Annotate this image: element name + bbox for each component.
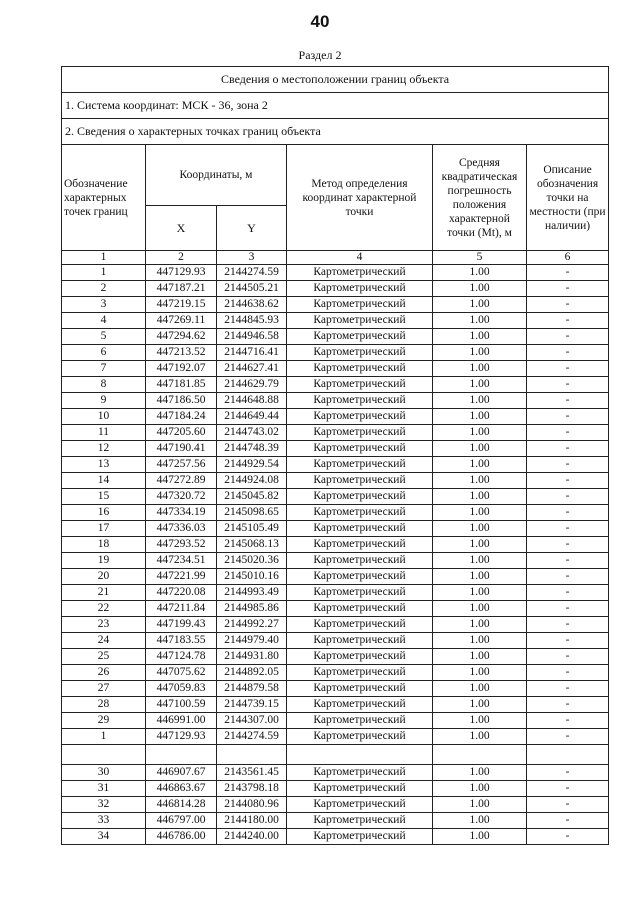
error-value: 1.00 (433, 585, 527, 601)
x-coordinate: 447272.89 (146, 473, 217, 489)
x-coordinate: 447059.83 (146, 681, 217, 697)
error-value: 1.00 (433, 537, 527, 553)
point-number: 34 (62, 829, 146, 845)
y-coordinate: 2144080.96 (217, 797, 287, 813)
x-coordinate: 447213.52 (146, 345, 217, 361)
description: - (527, 585, 609, 601)
y-coordinate: 2144307.00 (217, 713, 287, 729)
table-row (62, 345, 609, 361)
x-coordinate: 447187.21 (146, 281, 217, 297)
error-value: 1.00 (433, 649, 527, 665)
method: Картометрический (287, 569, 433, 585)
table-row (62, 665, 609, 681)
method: Картометрический (287, 765, 433, 781)
table-row (62, 585, 609, 601)
y-coordinate: 2145020.36 (217, 553, 287, 569)
description: - (527, 713, 609, 729)
point-number: 32 (62, 797, 146, 813)
x-coordinate: 447129.93 (146, 729, 217, 745)
point-number: 23 (62, 617, 146, 633)
method: Картометрический (287, 361, 433, 377)
method: Картометрический (287, 781, 433, 797)
error-value: 1.00 (433, 521, 527, 537)
description: - (527, 489, 609, 505)
table-row (62, 521, 609, 537)
point-number: 4 (62, 313, 146, 329)
description: - (527, 729, 609, 745)
description: - (527, 313, 609, 329)
x-coordinate: 447192.07 (146, 361, 217, 377)
error-value: 1.00 (433, 601, 527, 617)
description: - (527, 697, 609, 713)
x-coordinate: 447257.56 (146, 457, 217, 473)
point-number: 6 (62, 345, 146, 361)
point-number: 3 (62, 297, 146, 313)
error-value: 1.00 (433, 729, 527, 745)
point-number: 21 (62, 585, 146, 601)
y-coordinate: 2144274.59 (217, 265, 287, 281)
method: Картометрический (287, 729, 433, 745)
point-number: 20 (62, 569, 146, 585)
method (287, 745, 433, 765)
description: - (527, 665, 609, 681)
method: Картометрический (287, 585, 433, 601)
y-coordinate: 2145105.49 (217, 521, 287, 537)
error-value: 1.00 (433, 377, 527, 393)
x-coordinate: 447320.72 (146, 489, 217, 505)
error-value: 1.00 (433, 553, 527, 569)
method: Картометрический (287, 601, 433, 617)
point-number: 7 (62, 361, 146, 377)
y-coordinate: 2144180.00 (217, 813, 287, 829)
table-row (62, 713, 609, 729)
error-value: 1.00 (433, 265, 527, 281)
description: - (527, 553, 609, 569)
y-coordinate: 2144716.41 (217, 345, 287, 361)
method: Картометрический (287, 281, 433, 297)
y-coordinate: 2145045.82 (217, 489, 287, 505)
table-row (62, 601, 609, 617)
method: Картометрический (287, 265, 433, 281)
y-coordinate: 2145010.16 (217, 569, 287, 585)
header-coordinates: Координаты, м (146, 145, 287, 206)
description: - (527, 377, 609, 393)
error-value: 1.00 (433, 797, 527, 813)
x-coordinate: 446786.00 (146, 829, 217, 845)
error-value: 1.00 (433, 473, 527, 489)
y-coordinate: 2144274.59 (217, 729, 287, 745)
table-row (62, 633, 609, 649)
y-coordinate: 2144739.15 (217, 697, 287, 713)
x-coordinate: 447219.15 (146, 297, 217, 313)
description: - (527, 345, 609, 361)
header-method: Метод определения координат характерной точки (287, 145, 433, 251)
description: - (527, 813, 609, 829)
point-number: 27 (62, 681, 146, 697)
point-number: 1 (62, 265, 146, 281)
error-value (433, 745, 527, 765)
error-value: 1.00 (433, 441, 527, 457)
y-coordinate: 2144845.93 (217, 313, 287, 329)
table-row (62, 781, 609, 797)
x-coordinate: 446797.00 (146, 813, 217, 829)
method: Картометрический (287, 409, 433, 425)
table-row (62, 473, 609, 489)
table-row (62, 617, 609, 633)
boundary-points-table (61, 66, 609, 845)
error-value: 1.00 (433, 713, 527, 729)
y-coordinate: 2144748.39 (217, 441, 287, 457)
point-number: 18 (62, 537, 146, 553)
description: - (527, 617, 609, 633)
x-coordinate: 447334.19 (146, 505, 217, 521)
y-coordinate: 2144892.05 (217, 665, 287, 681)
y-coordinate: 2144629.79 (217, 377, 287, 393)
table-row (62, 553, 609, 569)
column-number: 3 (217, 251, 287, 265)
column-number: 5 (433, 251, 527, 265)
point-number: 15 (62, 489, 146, 505)
y-coordinate: 2144992.27 (217, 617, 287, 633)
point-number: 29 (62, 713, 146, 729)
point-number: 2 (62, 281, 146, 297)
error-value: 1.00 (433, 457, 527, 473)
point-number: 5 (62, 329, 146, 345)
error-value: 1.00 (433, 393, 527, 409)
method: Картометрический (287, 377, 433, 393)
description: - (527, 393, 609, 409)
coordinate-system: 1. Система координат: МСК - 36, зона 2 (62, 93, 609, 119)
x-coordinate: 447220.08 (146, 585, 217, 601)
description: - (527, 781, 609, 797)
error-value: 1.00 (433, 361, 527, 377)
method: Картометрический (287, 797, 433, 813)
y-coordinate: 2144979.40 (217, 633, 287, 649)
x-coordinate: 447294.62 (146, 329, 217, 345)
method: Картометрический (287, 297, 433, 313)
table-row (62, 361, 609, 377)
description: - (527, 601, 609, 617)
point-number: 30 (62, 765, 146, 781)
x-coordinate: 447211.84 (146, 601, 217, 617)
error-value: 1.00 (433, 829, 527, 845)
method: Картометрический (287, 441, 433, 457)
description: - (527, 457, 609, 473)
description: - (527, 473, 609, 489)
method: Картометрический (287, 489, 433, 505)
x-coordinate: 447184.24 (146, 409, 217, 425)
point-number: 31 (62, 781, 146, 797)
y-coordinate: 2144985.86 (217, 601, 287, 617)
x-coordinate: 446814.28 (146, 797, 217, 813)
table-row (62, 409, 609, 425)
error-value: 1.00 (433, 425, 527, 441)
description: - (527, 537, 609, 553)
point-number: 10 (62, 409, 146, 425)
point-number: 25 (62, 649, 146, 665)
y-coordinate: 2144993.49 (217, 585, 287, 601)
description: - (527, 265, 609, 281)
description: - (527, 681, 609, 697)
description: - (527, 361, 609, 377)
table-row (62, 681, 609, 697)
point-number: 11 (62, 425, 146, 441)
error-value: 1.00 (433, 765, 527, 781)
header-x: X (146, 206, 217, 251)
description: - (527, 505, 609, 521)
table-row (62, 297, 609, 313)
y-coordinate: 2144879.58 (217, 681, 287, 697)
x-coordinate: 446991.00 (146, 713, 217, 729)
x-coordinate: 446907.67 (146, 765, 217, 781)
method: Картометрический (287, 505, 433, 521)
x-coordinate: 447075.62 (146, 665, 217, 681)
y-coordinate: 2143798.18 (217, 781, 287, 797)
description: - (527, 297, 609, 313)
points-heading: 2. Сведения о характерных точках границ объекта (62, 119, 609, 145)
table-row (62, 393, 609, 409)
method: Картометрический (287, 665, 433, 681)
description: - (527, 521, 609, 537)
error-value: 1.00 (433, 505, 527, 521)
y-coordinate (217, 745, 287, 765)
x-coordinate: 447183.55 (146, 633, 217, 649)
point-number (62, 745, 146, 765)
table-row (62, 729, 609, 745)
table-row (62, 745, 609, 765)
point-number: 19 (62, 553, 146, 569)
x-coordinate: 446863.67 (146, 781, 217, 797)
method: Картометрический (287, 633, 433, 649)
point-number: 22 (62, 601, 146, 617)
error-value: 1.00 (433, 345, 527, 361)
description: - (527, 409, 609, 425)
x-coordinate: 447293.52 (146, 537, 217, 553)
table-row (62, 281, 609, 297)
table-row (62, 265, 609, 281)
column-number: 1 (62, 251, 146, 265)
point-number: 12 (62, 441, 146, 457)
table-row (62, 765, 609, 781)
method: Картометрический (287, 457, 433, 473)
error-value: 1.00 (433, 617, 527, 633)
error-value: 1.00 (433, 297, 527, 313)
table-row (62, 649, 609, 665)
description: - (527, 765, 609, 781)
description: - (527, 797, 609, 813)
table-row (62, 505, 609, 521)
method: Картометрический (287, 537, 433, 553)
error-value: 1.00 (433, 569, 527, 585)
x-coordinate: 447221.99 (146, 569, 217, 585)
point-number: 14 (62, 473, 146, 489)
y-coordinate: 2145068.13 (217, 537, 287, 553)
point-number: 16 (62, 505, 146, 521)
description: - (527, 633, 609, 649)
error-value: 1.00 (433, 665, 527, 681)
description: - (527, 281, 609, 297)
x-coordinate: 447100.59 (146, 697, 217, 713)
y-coordinate: 2144946.58 (217, 329, 287, 345)
method: Картометрический (287, 425, 433, 441)
column-number: 4 (287, 251, 433, 265)
description (527, 745, 609, 765)
y-coordinate: 2145098.65 (217, 505, 287, 521)
table-row (62, 797, 609, 813)
y-coordinate: 2144638.62 (217, 297, 287, 313)
y-coordinate: 2144743.02 (217, 425, 287, 441)
section-title: Раздел 2 (298, 48, 342, 62)
description: - (527, 649, 609, 665)
error-value: 1.00 (433, 329, 527, 345)
error-value: 1.00 (433, 489, 527, 505)
method: Картометрический (287, 553, 433, 569)
method: Картометрический (287, 329, 433, 345)
error-value: 1.00 (433, 781, 527, 797)
method: Картометрический (287, 393, 433, 409)
point-number: 28 (62, 697, 146, 713)
y-coordinate: 2144240.00 (217, 829, 287, 845)
error-value: 1.00 (433, 633, 527, 649)
point-number: 1 (62, 729, 146, 745)
y-coordinate: 2144924.08 (217, 473, 287, 489)
point-number: 8 (62, 377, 146, 393)
error-value: 1.00 (433, 281, 527, 297)
table-row (62, 377, 609, 393)
description: - (527, 569, 609, 585)
table-row (62, 813, 609, 829)
x-coordinate: 447190.41 (146, 441, 217, 457)
point-number: 24 (62, 633, 146, 649)
y-coordinate: 2144505.21 (217, 281, 287, 297)
y-coordinate: 2144929.54 (217, 457, 287, 473)
table-title: Сведения о местоположении границ объекта (62, 67, 609, 93)
x-coordinate: 447186.50 (146, 393, 217, 409)
method: Картометрический (287, 521, 433, 537)
method: Картометрический (287, 649, 433, 665)
method: Картометрический (287, 617, 433, 633)
point-number: 13 (62, 457, 146, 473)
point-number: 17 (62, 521, 146, 537)
method: Картометрический (287, 829, 433, 845)
table-row (62, 697, 609, 713)
description: - (527, 829, 609, 845)
x-coordinate: 447234.51 (146, 553, 217, 569)
column-number: 6 (527, 251, 609, 265)
table-row (62, 537, 609, 553)
table-row (62, 829, 609, 845)
column-number: 2 (146, 251, 217, 265)
method: Картометрический (287, 813, 433, 829)
table-row (62, 313, 609, 329)
method: Картометрический (287, 681, 433, 697)
y-coordinate: 2144649.44 (217, 409, 287, 425)
x-coordinate: 447336.03 (146, 521, 217, 537)
table-body (62, 265, 609, 845)
description: - (527, 441, 609, 457)
header-point: Обозначение характерных точек границ (62, 145, 146, 251)
method: Картометрический (287, 697, 433, 713)
table-row (62, 489, 609, 505)
table-row (62, 441, 609, 457)
header-description: Описание обозначения точки на местности (при наличии) (527, 145, 609, 251)
point-number: 33 (62, 813, 146, 829)
point-number: 26 (62, 665, 146, 681)
x-coordinate: 447199.43 (146, 617, 217, 633)
x-coordinate: 447181.85 (146, 377, 217, 393)
y-coordinate: 2144931.80 (217, 649, 287, 665)
method: Картометрический (287, 713, 433, 729)
y-coordinate: 2144648.88 (217, 393, 287, 409)
error-value: 1.00 (433, 681, 527, 697)
table-row (62, 329, 609, 345)
x-coordinate (146, 745, 217, 765)
header-error: Средняя квадратическая погрешность положения характерной точки (Mt), м (433, 145, 527, 251)
error-value: 1.00 (433, 313, 527, 329)
error-value: 1.00 (433, 409, 527, 425)
x-coordinate: 447129.93 (146, 265, 217, 281)
x-coordinate: 447269.11 (146, 313, 217, 329)
error-value: 1.00 (433, 697, 527, 713)
table-row (62, 425, 609, 441)
page-number: 40 (310, 12, 330, 31)
x-coordinate: 447124.78 (146, 649, 217, 665)
y-coordinate: 2143561.45 (217, 765, 287, 781)
error-value: 1.00 (433, 813, 527, 829)
x-coordinate: 447205.60 (146, 425, 217, 441)
header-y: Y (217, 206, 287, 251)
method: Картометрический (287, 473, 433, 489)
method: Картометрический (287, 313, 433, 329)
table-row (62, 457, 609, 473)
point-number: 9 (62, 393, 146, 409)
method: Картометрический (287, 345, 433, 361)
description: - (527, 329, 609, 345)
y-coordinate: 2144627.41 (217, 361, 287, 377)
table-row (62, 569, 609, 585)
description: - (527, 425, 609, 441)
